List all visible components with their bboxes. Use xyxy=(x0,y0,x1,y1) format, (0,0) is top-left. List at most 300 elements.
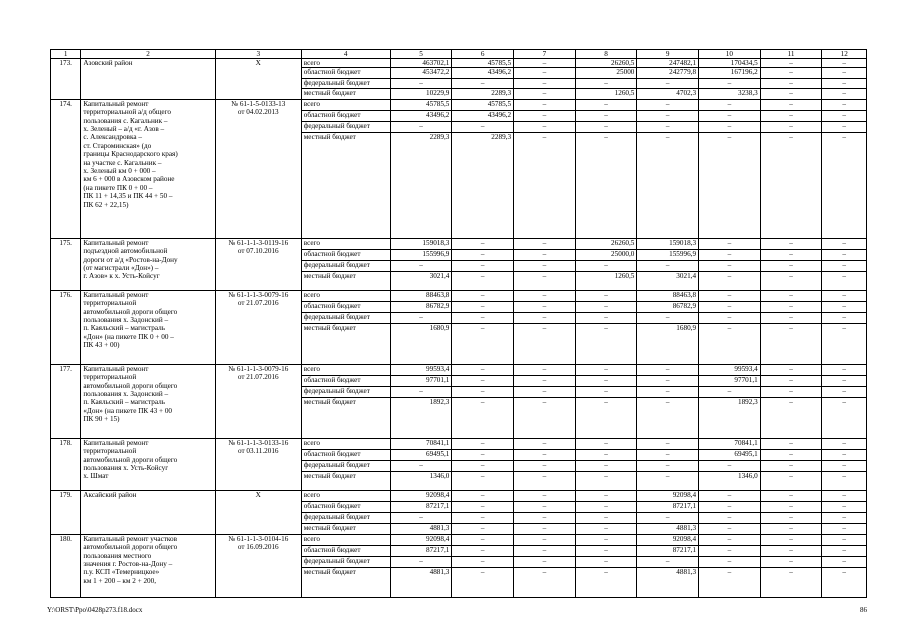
value-cell: – xyxy=(760,271,822,290)
value-cell: – xyxy=(514,386,576,397)
value-cell: – xyxy=(637,375,699,386)
value-cell: 1892,3 xyxy=(390,397,452,438)
value-cell: 69495,1 xyxy=(699,449,761,460)
value-cell: – xyxy=(452,567,514,597)
value-cell: 43496,2 xyxy=(452,110,514,121)
value-cell: – xyxy=(760,460,822,471)
value-cell: – xyxy=(637,460,699,471)
value-cell: – xyxy=(637,132,699,238)
value-cell: – xyxy=(575,323,637,364)
table-row xyxy=(51,59,867,68)
value-cell: 463702,1 xyxy=(390,59,452,68)
value-cell: – xyxy=(822,438,867,449)
value-cell: – xyxy=(514,271,576,290)
entry-name: Капитальный ремонт территориальной автомобильной дороги общего пользования х. Задонский – п. Каяльский – магистраль «Дон» (на пикете ПК 0 + 00 – ПК 43 + 00) xyxy=(81,290,215,364)
value-cell: – xyxy=(390,260,452,271)
value-cell: – xyxy=(575,79,637,88)
value-cell: 43496,2 xyxy=(452,68,514,79)
value-cell: – xyxy=(452,397,514,438)
value-cell: – xyxy=(452,260,514,271)
value-cell: – xyxy=(699,110,761,121)
value-cell: – xyxy=(637,110,699,121)
value-cell: 1346,0 xyxy=(390,471,452,490)
value-cell: 2289,3 xyxy=(452,88,514,99)
value-cell: – xyxy=(452,471,514,490)
col-header: 12 xyxy=(822,50,867,59)
value-cell: – xyxy=(699,249,761,260)
col-header: 5 xyxy=(390,50,452,59)
value-cell: – xyxy=(390,79,452,88)
value-cell: – xyxy=(760,375,822,386)
value-cell: 3021,4 xyxy=(390,271,452,290)
value-cell: 99593,4 xyxy=(390,364,452,375)
value-cell: – xyxy=(699,121,761,132)
value-cell: – xyxy=(760,59,822,68)
entry-code: № 61-1-1-3-0079-16 от 21.07.2016 xyxy=(215,364,301,438)
value-cell: – xyxy=(514,460,576,471)
value-cell: – xyxy=(760,397,822,438)
value-cell: – xyxy=(575,121,637,132)
value-cell: – xyxy=(760,545,822,556)
value-cell: – xyxy=(575,301,637,312)
entry-code: № 61-1-1-3-0133-16 от 03.11.2016 xyxy=(215,438,301,490)
value-cell: – xyxy=(514,79,576,88)
budget-type-label: областной бюджет xyxy=(301,545,390,556)
value-cell: – xyxy=(637,260,699,271)
table-row xyxy=(51,290,867,301)
value-cell: – xyxy=(575,501,637,512)
value-cell: – xyxy=(822,249,867,260)
budget-type-label: областной бюджет xyxy=(301,375,390,386)
value-cell: – xyxy=(514,88,576,99)
value-cell: – xyxy=(822,364,867,375)
value-cell: – xyxy=(575,556,637,567)
value-cell: – xyxy=(822,471,867,490)
entry-code: № 61-1-1-3-0079-16 от 21.07.2016 xyxy=(215,290,301,364)
value-cell: 88463,8 xyxy=(637,290,699,301)
value-cell: – xyxy=(514,512,576,523)
value-cell: – xyxy=(452,460,514,471)
budget-type-label: всего xyxy=(301,438,390,449)
value-cell: – xyxy=(637,79,699,88)
value-cell: 4702,3 xyxy=(637,88,699,99)
value-cell: 1680,9 xyxy=(390,323,452,364)
entry-name: Аксайский район xyxy=(81,490,215,534)
value-cell: – xyxy=(822,460,867,471)
value-cell: – xyxy=(452,386,514,397)
budget-type-label: местный бюджет xyxy=(301,397,390,438)
value-cell: – xyxy=(760,490,822,501)
value-cell: 86782,9 xyxy=(637,301,699,312)
value-cell: – xyxy=(514,260,576,271)
value-cell: – xyxy=(452,312,514,323)
budget-type-label: федеральный бюджет xyxy=(301,121,390,132)
value-cell: – xyxy=(822,375,867,386)
budget-type-label: местный бюджет xyxy=(301,567,390,597)
value-cell: – xyxy=(514,99,576,110)
value-cell: 70841,1 xyxy=(390,438,452,449)
value-cell: – xyxy=(637,449,699,460)
value-cell: – xyxy=(760,501,822,512)
value-cell: 97701,1 xyxy=(390,375,452,386)
value-cell: – xyxy=(760,260,822,271)
value-cell: – xyxy=(760,88,822,99)
entry-number: 173. xyxy=(51,59,81,100)
col-header: 11 xyxy=(760,50,822,59)
value-cell: – xyxy=(452,249,514,260)
value-cell: – xyxy=(575,132,637,238)
value-cell: – xyxy=(699,567,761,597)
value-cell: – xyxy=(699,386,761,397)
entry-code: X xyxy=(215,59,301,100)
value-cell: – xyxy=(514,110,576,121)
value-cell: – xyxy=(575,312,637,323)
value-cell: – xyxy=(514,68,576,79)
entry-name: Азовский район xyxy=(81,59,215,100)
value-cell: – xyxy=(575,545,637,556)
value-cell: – xyxy=(637,512,699,523)
value-cell: 87217,1 xyxy=(637,545,699,556)
value-cell: – xyxy=(699,301,761,312)
col-header: 7 xyxy=(514,50,576,59)
entry-name: Капитальный ремонт подъездной автомобильной дороги от а/д «Ростов-на-Дону (от магистрали «Дон») – г. Азов» к х. Усть-Койсуг xyxy=(81,238,215,290)
value-cell: – xyxy=(760,301,822,312)
value-cell: – xyxy=(514,397,576,438)
budget-type-label: всего xyxy=(301,364,390,375)
value-cell: 43496,2 xyxy=(390,110,452,121)
value-cell: – xyxy=(637,121,699,132)
value-cell: – xyxy=(390,460,452,471)
value-cell: 2289,3 xyxy=(390,132,452,238)
col-header: 3 xyxy=(215,50,301,59)
value-cell: – xyxy=(822,110,867,121)
value-cell: – xyxy=(514,545,576,556)
value-cell: 10229,9 xyxy=(390,88,452,99)
value-cell: – xyxy=(575,364,637,375)
value-cell: – xyxy=(452,375,514,386)
value-cell: – xyxy=(637,99,699,110)
value-cell: – xyxy=(822,260,867,271)
budget-type-label: областной бюджет xyxy=(301,301,390,312)
budget-type-label: федеральный бюджет xyxy=(301,386,390,397)
value-cell: – xyxy=(760,249,822,260)
value-cell: 87217,1 xyxy=(390,545,452,556)
value-cell: – xyxy=(575,449,637,460)
table-row xyxy=(51,238,867,249)
value-cell: – xyxy=(822,512,867,523)
value-cell: – xyxy=(760,110,822,121)
value-cell: – xyxy=(575,110,637,121)
value-cell: – xyxy=(514,438,576,449)
value-cell: 97701,1 xyxy=(699,375,761,386)
value-cell: – xyxy=(514,449,576,460)
entry-number: 179. xyxy=(51,490,81,534)
value-cell: – xyxy=(822,132,867,238)
value-cell: 242779,8 xyxy=(637,68,699,79)
value-cell: – xyxy=(822,68,867,79)
value-cell: 1680,9 xyxy=(637,323,699,364)
col-header: 2 xyxy=(81,50,215,59)
value-cell: – xyxy=(699,290,761,301)
budget-type-label: всего xyxy=(301,238,390,249)
value-cell: – xyxy=(699,512,761,523)
value-cell: – xyxy=(699,490,761,501)
budget-type-label: местный бюджет xyxy=(301,271,390,290)
value-cell: – xyxy=(822,271,867,290)
budget-type-label: областной бюджет xyxy=(301,249,390,260)
value-cell: – xyxy=(514,501,576,512)
value-cell: – xyxy=(822,523,867,534)
col-header: 1 xyxy=(51,50,81,59)
value-cell: – xyxy=(760,290,822,301)
value-cell: – xyxy=(575,512,637,523)
value-cell: 70841,1 xyxy=(699,438,761,449)
value-cell: – xyxy=(452,438,514,449)
col-header: 10 xyxy=(699,50,761,59)
value-cell: – xyxy=(760,323,822,364)
value-cell: – xyxy=(699,534,761,545)
value-cell: 87217,1 xyxy=(390,501,452,512)
value-cell: – xyxy=(514,523,576,534)
budget-type-label: областной бюджет xyxy=(301,449,390,460)
budget-type-label: местный бюджет xyxy=(301,523,390,534)
value-cell: 87217,1 xyxy=(637,501,699,512)
value-cell: – xyxy=(699,238,761,249)
value-cell: – xyxy=(699,556,761,567)
entry-code: № 61-1-1-3-0104-16 от 16.09.2016 xyxy=(215,534,301,597)
value-cell: 92098,4 xyxy=(390,490,452,501)
value-cell: 247482,1 xyxy=(637,59,699,68)
budget-type-label: всего xyxy=(301,59,390,68)
value-cell: – xyxy=(822,59,867,68)
value-cell: – xyxy=(390,121,452,132)
budget-type-label: местный бюджет xyxy=(301,132,390,238)
value-cell: – xyxy=(575,534,637,545)
value-cell: – xyxy=(514,312,576,323)
value-cell: – xyxy=(822,501,867,512)
table-row xyxy=(51,534,867,545)
budget-type-label: областной бюджет xyxy=(301,110,390,121)
value-cell: – xyxy=(514,567,576,597)
value-cell: – xyxy=(575,471,637,490)
value-cell: – xyxy=(760,471,822,490)
value-cell: – xyxy=(760,386,822,397)
value-cell: – xyxy=(760,121,822,132)
value-cell: – xyxy=(822,88,867,99)
budget-type-label: всего xyxy=(301,99,390,110)
budget-type-label: областной бюджет xyxy=(301,501,390,512)
value-cell: 26260,5 xyxy=(575,238,637,249)
entry-number: 176. xyxy=(51,290,81,364)
entry-number: 178. xyxy=(51,438,81,490)
budget-table xyxy=(50,49,867,598)
table-body xyxy=(51,59,867,598)
value-cell: – xyxy=(760,438,822,449)
value-cell: – xyxy=(822,312,867,323)
table-row xyxy=(51,364,867,375)
value-cell: 26260,5 xyxy=(575,59,637,68)
value-cell: – xyxy=(575,397,637,438)
value-cell: – xyxy=(760,79,822,88)
value-cell: – xyxy=(699,501,761,512)
value-cell: – xyxy=(637,556,699,567)
entry-number: 174. xyxy=(51,99,81,238)
value-cell: – xyxy=(514,375,576,386)
value-cell: – xyxy=(514,249,576,260)
value-cell: – xyxy=(575,567,637,597)
value-cell: – xyxy=(575,523,637,534)
value-cell: – xyxy=(822,238,867,249)
value-cell: – xyxy=(514,238,576,249)
value-cell: – xyxy=(575,386,637,397)
value-cell: – xyxy=(637,312,699,323)
value-cell: – xyxy=(760,523,822,534)
value-cell: 155996,9 xyxy=(390,249,452,260)
value-cell: 45785,5 xyxy=(452,59,514,68)
value-cell: – xyxy=(390,512,452,523)
value-cell: – xyxy=(452,79,514,88)
value-cell: – xyxy=(699,79,761,88)
budget-type-label: федеральный бюджет xyxy=(301,556,390,567)
value-cell: 4881,3 xyxy=(637,567,699,597)
value-cell: – xyxy=(452,490,514,501)
page-number: 86 xyxy=(860,606,867,614)
value-cell: 99593,4 xyxy=(699,364,761,375)
budget-type-label: областной бюджет xyxy=(301,68,390,79)
value-cell: – xyxy=(760,68,822,79)
value-cell: 159018,3 xyxy=(390,238,452,249)
value-cell: 45785,5 xyxy=(390,99,452,110)
value-cell: – xyxy=(514,301,576,312)
value-cell: – xyxy=(390,556,452,567)
value-cell: – xyxy=(575,290,637,301)
value-cell: – xyxy=(514,364,576,375)
entry-name: Капитальный ремонт территориальной автомобильной дороги общего пользования х. Задонский – п. Каяльский – магистраль «Дон» (на пикете ПК 43 + 00 ПК 90 + 15) xyxy=(81,364,215,438)
table-row xyxy=(51,438,867,449)
value-cell: – xyxy=(390,312,452,323)
value-cell: – xyxy=(822,323,867,364)
value-cell: 92098,4 xyxy=(637,490,699,501)
value-cell: – xyxy=(514,132,576,238)
value-cell: – xyxy=(760,512,822,523)
entry-code: X xyxy=(215,490,301,534)
entry-name: Капитальный ремонт территориальной автомобильной дороги общего пользования х. Усть-Койсуг х. Шмат xyxy=(81,438,215,490)
value-cell: – xyxy=(514,471,576,490)
budget-type-label: федеральный бюджет xyxy=(301,260,390,271)
value-cell: – xyxy=(760,534,822,545)
value-cell: – xyxy=(452,501,514,512)
value-cell: 88463,8 xyxy=(390,290,452,301)
value-cell: – xyxy=(452,545,514,556)
value-cell: – xyxy=(699,323,761,364)
value-cell: 1260,5 xyxy=(575,271,637,290)
value-cell: – xyxy=(452,323,514,364)
value-cell: – xyxy=(637,386,699,397)
value-cell: 167196,2 xyxy=(699,68,761,79)
value-cell: 69495,1 xyxy=(390,449,452,460)
col-header: 8 xyxy=(575,50,637,59)
budget-type-label: местный бюджет xyxy=(301,323,390,364)
value-cell: – xyxy=(514,59,576,68)
value-cell: – xyxy=(514,121,576,132)
value-cell: – xyxy=(822,79,867,88)
value-cell: – xyxy=(760,556,822,567)
value-cell: – xyxy=(514,323,576,364)
value-cell: 45785,5 xyxy=(452,99,514,110)
value-cell: – xyxy=(390,386,452,397)
value-cell: 92098,4 xyxy=(390,534,452,545)
value-cell: – xyxy=(575,490,637,501)
value-cell: – xyxy=(822,556,867,567)
value-cell: – xyxy=(637,438,699,449)
value-cell: – xyxy=(452,523,514,534)
value-cell: – xyxy=(452,290,514,301)
value-cell: – xyxy=(637,364,699,375)
value-cell: – xyxy=(760,99,822,110)
budget-type-label: местный бюджет xyxy=(301,88,390,99)
value-cell: 1260,5 xyxy=(575,88,637,99)
budget-type-label: федеральный бюджет xyxy=(301,460,390,471)
value-cell: – xyxy=(514,534,576,545)
value-cell: – xyxy=(699,523,761,534)
value-cell: – xyxy=(822,449,867,460)
budget-type-label: федеральный бюджет xyxy=(301,312,390,323)
value-cell: 3238,3 xyxy=(699,88,761,99)
value-cell: – xyxy=(575,438,637,449)
header-row xyxy=(51,50,867,59)
budget-type-label: федеральный бюджет xyxy=(301,79,390,88)
value-cell: – xyxy=(514,490,576,501)
value-cell: 25000,0 xyxy=(575,249,637,260)
table-row xyxy=(51,490,867,501)
value-cell: – xyxy=(822,490,867,501)
entry-number: 180. xyxy=(51,534,81,597)
col-header: 9 xyxy=(637,50,699,59)
budget-type-label: федеральный бюджет xyxy=(301,512,390,523)
value-cell: 25000 xyxy=(575,68,637,79)
value-cell: – xyxy=(699,460,761,471)
value-cell: – xyxy=(699,545,761,556)
value-cell: – xyxy=(760,238,822,249)
value-cell: – xyxy=(514,290,576,301)
value-cell: – xyxy=(822,121,867,132)
file-path: Y:\ORST\Ppo\0428p273.f18.docx xyxy=(47,606,143,614)
value-cell: – xyxy=(452,121,514,132)
col-header: 4 xyxy=(301,50,390,59)
value-cell: – xyxy=(760,364,822,375)
value-cell: 1892,3 xyxy=(699,397,761,438)
value-cell: – xyxy=(822,386,867,397)
value-cell: – xyxy=(760,567,822,597)
value-cell: 86782,9 xyxy=(390,301,452,312)
value-cell: – xyxy=(699,271,761,290)
value-cell: – xyxy=(760,132,822,238)
value-cell: – xyxy=(575,260,637,271)
value-cell: – xyxy=(575,375,637,386)
value-cell: 4881,3 xyxy=(637,523,699,534)
entry-code: № 61-1-1-3-0119-16 от 07.10.2016 xyxy=(215,238,301,290)
value-cell: – xyxy=(452,512,514,523)
value-cell: – xyxy=(637,471,699,490)
value-cell: – xyxy=(822,567,867,597)
value-cell: – xyxy=(514,556,576,567)
value-cell: – xyxy=(452,301,514,312)
value-cell: 170434,5 xyxy=(699,59,761,68)
value-cell: 1346,0 xyxy=(699,471,761,490)
value-cell: 155996,9 xyxy=(637,249,699,260)
budget-type-label: всего xyxy=(301,490,390,501)
value-cell: – xyxy=(452,364,514,375)
